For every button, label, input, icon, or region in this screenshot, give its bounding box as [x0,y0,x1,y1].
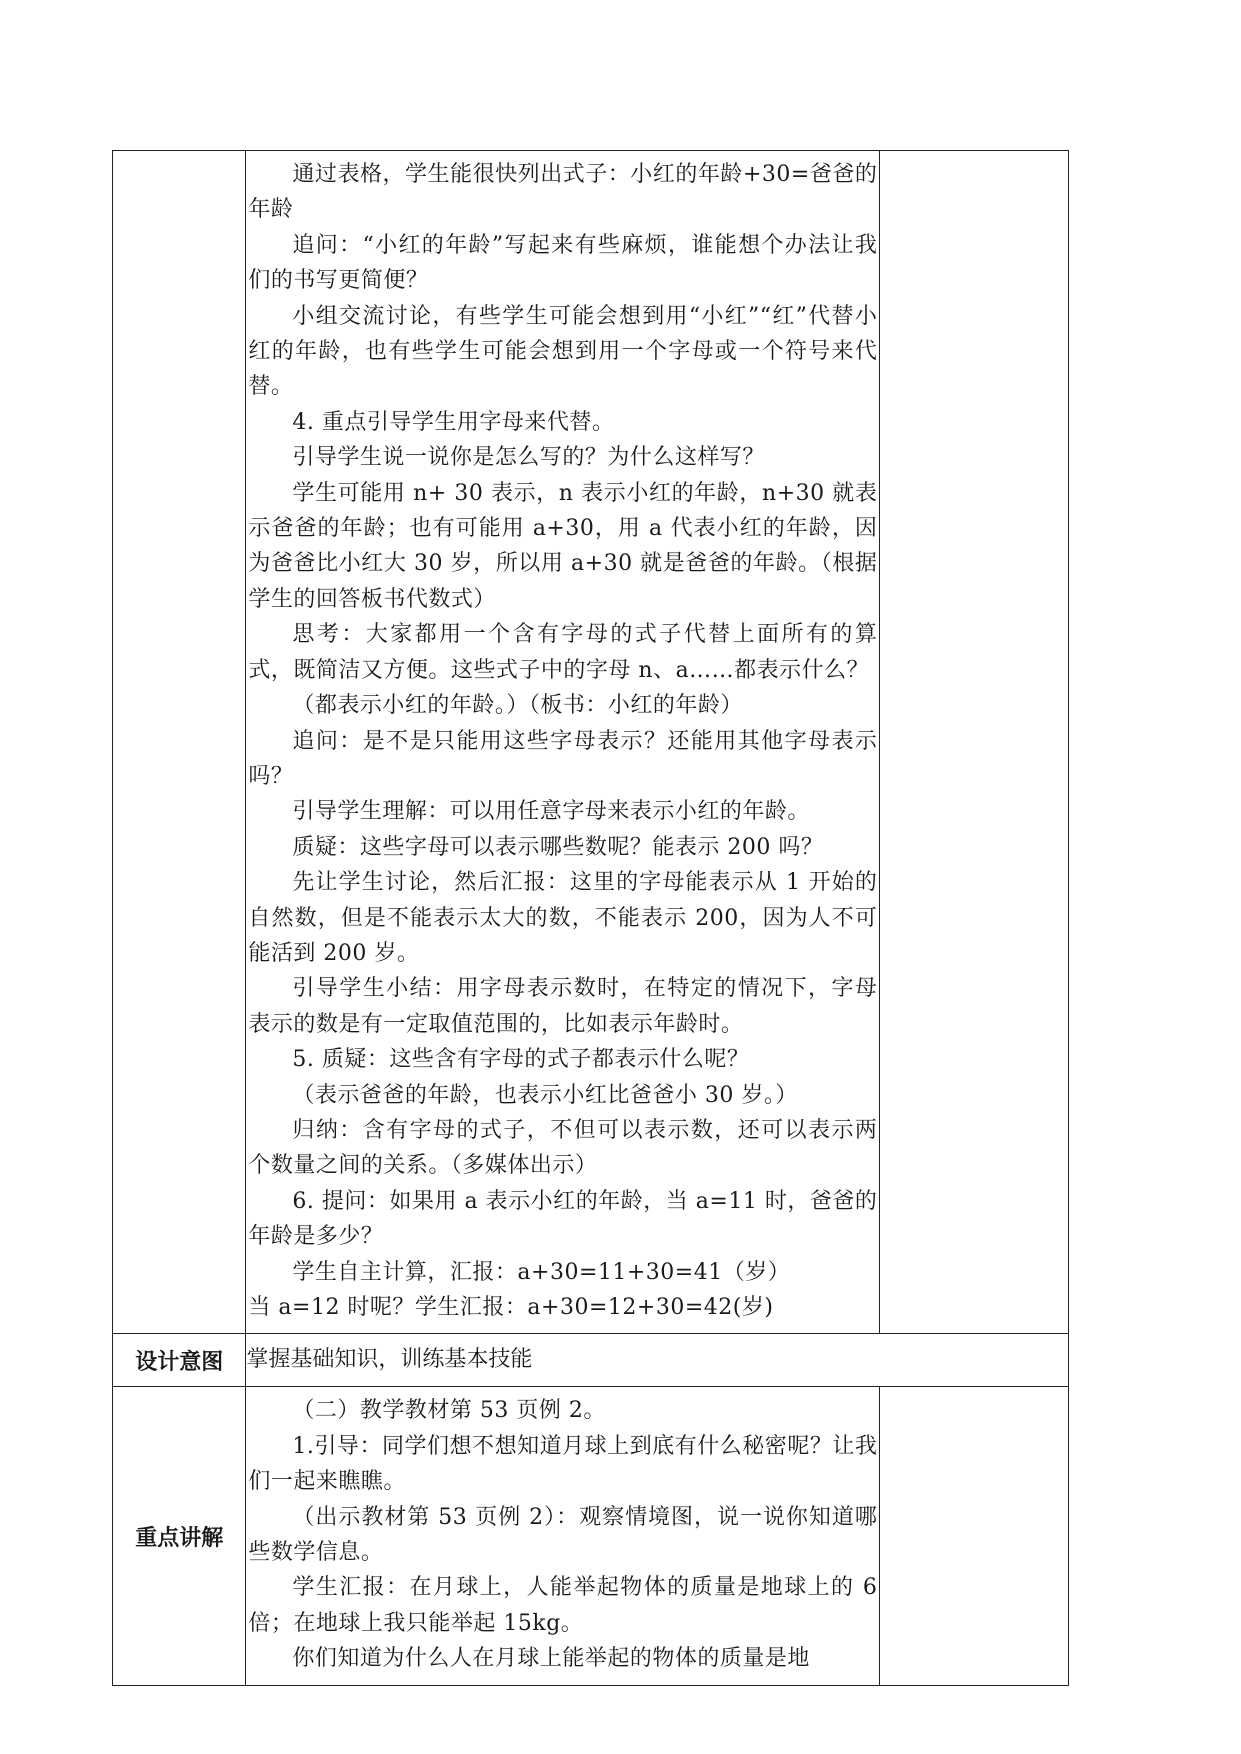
paragraph: 1.引导：同学们想不想知道月球上到底有什么秘密呢？让我们一起来瞧瞧。 [248,1433,878,1495]
paragraph: 归纳：含有字母的式子，不但可以表示数，还可以表示两个数量之间的关系。（多媒体出示） [248,1117,878,1179]
design-intent-text: 掌握基础知识，训练基本技能 [246,1334,1069,1387]
paragraph: 先让学生讨论，然后汇报：这里的字母能表示从 1 开始的自然数，但是不能表示太大的数，不能表示 200，因为人不可能活到 200 岁。 [248,870,878,966]
row-label-cell-empty [113,151,246,1334]
design-intent-label: 设计意图 [113,1334,246,1387]
paragraph: 4. 重点引导学生用字母来代替。 [292,409,615,435]
paragraph: 引导学生小结：用字母表示数时，在特定的情况下，字母表示的数是有一定取值范围的，比如表示年龄时。 [248,976,878,1037]
paragraph: 追问：“小红的年龄”写起来有些麻烦，谁能想个办法让我们的书写更简便？ [248,232,878,294]
paragraph: 质疑：这些字母可以表示哪些数呢？能表示 200 吗？ [292,834,824,860]
paragraph: （表示爸爸的年龄，也表示小红比爸爸小 30 岁。） [292,1082,798,1108]
notes-cell-empty [880,151,1069,1334]
paragraph: 当 a=12 时呢？学生汇报：a+30=12+30=42(岁) [248,1295,774,1320]
paragraph: 思考：大家都用一个含有字母的式子代替上面所有的算式，既简洁又方便。这些式子中的字母 n、a……都表示什么？ [248,622,878,683]
teaching-process-cell [246,151,880,1334]
paragraph: 6. 提问：如果用 a 表示小红的年龄，当 a=11 时，爸爸的年龄是多少？ [248,1188,878,1250]
teaching-process-row [113,151,1069,1334]
paragraph: 引导学生理解：可以用任意字母来表示小红的年龄。 [292,799,810,825]
notes-cell-empty [880,1387,1069,1685]
paragraph: 通过表格，学生能很快列出式子：小红的年龄+30=爸爸的年龄 [248,162,878,223]
paragraph: 追问：是不是只能用这些字母表示？还能用其他字母表示吗？ [248,728,878,789]
paragraph: 5. 质疑：这些含有字母的式子都表示什么呢？ [292,1047,750,1073]
paragraph: 学生汇报：在月球上，人能举起物体的质量是地球上的 6 倍；在地球上我只能举起 15kg。 [248,1575,878,1636]
key-explanation-label: 重点讲解 [113,1387,246,1685]
paragraph: （二）教学教材第 53 页例 2。 [292,1398,606,1424]
paragraph: （都表示小红的年龄。）（板书：小红的年龄） [292,693,743,719]
lesson-plan-table [112,150,1069,1686]
key-explanation-row [113,1387,1069,1685]
paragraph: 学生可能用 n+ 30 表示，n 表示小红的年龄，n+30 就表示爸爸的年龄；也有可能用 a+30，用 a 代表小红的年龄，因为爸爸比小红大 30 岁，所以用 a+30 就是爸爸的年龄。（根据学生的回答板书代数式） [248,480,878,612]
paragraph: （出示教材第 53 页例 2）：观察情境图，说一说你知道哪些数学信息。 [248,1504,878,1566]
paragraph: 引导学生说一说你是怎么写的？为什么这样写？ [292,445,765,471]
paragraph: 学生自主计算，汇报：a+30=11+30=41（岁） [292,1259,791,1285]
key-explanation-cell [246,1387,880,1685]
paragraph: 你们知道为什么人在月球上能举起的物体的质量是地 [292,1646,810,1672]
design-intent-row [113,1334,1069,1387]
paragraph: 小组交流讨论，有些学生可能会想到用“小红”“红”代替小红的年龄，也有些学生可能会想到用一个字母或一个符号来代替。 [248,303,878,400]
